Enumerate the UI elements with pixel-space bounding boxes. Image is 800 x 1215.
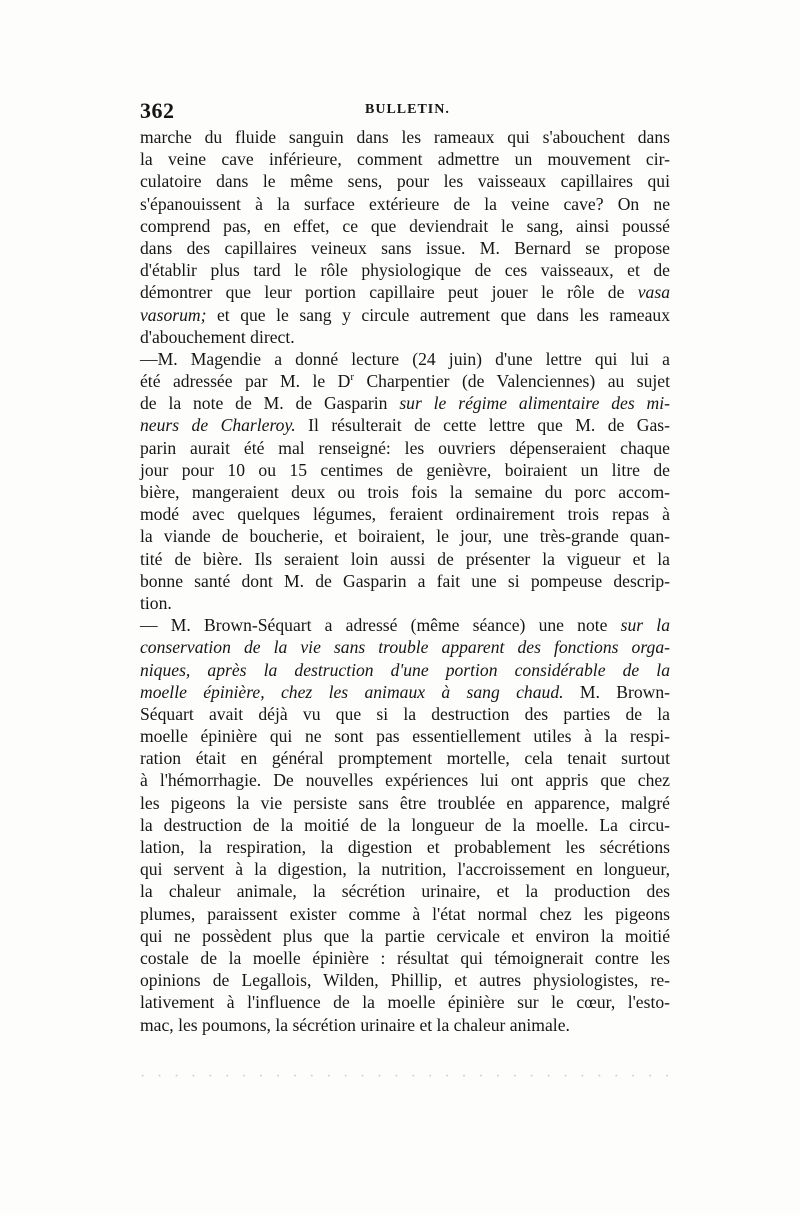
text-span: modé avec quelques légumes, feraient ordinairement trois repas à [140, 504, 670, 525]
text-span: la chaleur animale, la sécrétion urinaire, et la production des [140, 881, 670, 902]
text-span: la veine cave inférieure, comment admettre un mouvement cir- [140, 149, 670, 170]
text-span: qui ne possèdent plus que la partie cervicale et environ la moitié [140, 925, 670, 946]
text-line [140, 525, 670, 547]
text-span: Séquart avait déjà vu que si la destruction des parties de la [140, 703, 670, 724]
text-span: qui servent à la digestion, la nutrition, l'accroissement en longueur, [140, 859, 670, 880]
text-line [140, 947, 670, 969]
italic-text: conservation de la vie sans trouble apparent des fonctions orga- [140, 637, 670, 658]
body-text [140, 126, 670, 1036]
text-span: les pigeons la vie persiste sans être troublée en apparence, malgré [140, 792, 670, 813]
text-span: —M. Magendie a donné lecture (24 juin) d'une lettre qui lui a [140, 348, 670, 369]
text-line [140, 880, 670, 902]
page-number: 362 [140, 98, 175, 123]
text-line [140, 281, 670, 303]
text-line [140, 747, 670, 769]
text-line [140, 548, 670, 570]
text-span: comprend pas, en effet, ce que deviendrait le sang, ainsi poussé [140, 215, 670, 236]
text-line [140, 148, 670, 170]
text-span: opinions de Legallois, Wilden, Phillip, et autres physiologistes, re- [140, 970, 670, 991]
text-span: la viande de boucherie, et boiraient, le jour, une très-grande quan- [140, 526, 670, 547]
text-line [140, 858, 670, 880]
text-line [140, 614, 670, 636]
text-span: costale de la moelle épinière : résultat qui témoignerait contre les [140, 947, 670, 968]
italic-text: vasorum; [140, 304, 207, 325]
text-line [140, 814, 670, 836]
text-line [140, 636, 670, 658]
superscript: r [350, 371, 354, 384]
text-line [140, 170, 670, 192]
text-span: culatoire dans le même sens, pour les vaisseaux capillaires qui [140, 171, 670, 192]
text-line [140, 193, 670, 215]
text-span: et que le sang y circule autrement que dans les rameaux [206, 304, 670, 325]
text-span: la destruction de la moitié de la longueur de la moelle. La circu- [140, 814, 670, 835]
text-span: — M. Brown-Séquart a adressé (même séance) une note [140, 615, 621, 636]
text-span: mac, les poumons, la sécrétion urinaire et la chaleur animale. [140, 1014, 570, 1035]
text-span: ration était en général promptement mortelle, cela tenait surtout [140, 748, 670, 769]
text-span: lativement à l'influence de la moelle épinière sur le cœur, l'esto- [140, 992, 670, 1013]
text-line [140, 1014, 670, 1036]
text-line [140, 348, 670, 370]
text-line [140, 326, 670, 348]
italic-text: moelle épinière, chez les animaux à sang chaud. [140, 681, 564, 702]
text-line [140, 903, 670, 925]
text-span: démontrer que leur portion capillaire peut jouer le rôle de [140, 282, 638, 303]
italic-text: vasa [637, 282, 670, 303]
text-line [140, 215, 670, 237]
text-line [140, 925, 670, 947]
text-line [140, 969, 670, 991]
text-line [140, 725, 670, 747]
text-line [140, 370, 670, 392]
text-span: parin aurait été mal renseigné: les ouvriers dépenseraient chaque [140, 437, 670, 458]
text-span: d'établir plus tard le rôle physiologique de ces vaisseaux, et de [140, 260, 670, 281]
text-line [140, 503, 670, 525]
text-line [140, 991, 670, 1013]
text-line [140, 437, 670, 459]
text-line [140, 769, 670, 791]
text-span: s'épanouissent à la surface extérieure de la veine cave? On ne [140, 193, 670, 214]
text-span: dans des capillaires veineux sans issue. M. Bernard se propose [140, 237, 670, 258]
text-line [140, 259, 670, 281]
text-span: Charpentier (de Valenciennes) au sujet [353, 371, 670, 392]
text-span: moelle épinière qui ne sont pas essentiellement utiles à la respi- [140, 726, 670, 747]
text-line [140, 681, 670, 703]
text-line [140, 304, 670, 326]
page-header [140, 98, 670, 128]
text-line [140, 392, 670, 414]
text-span: tité de bière. Ils seraient loin aussi de présenter la vigueur et la [140, 548, 670, 569]
text-span: bière, mangeraient deux ou trois fois la semaine du porc accom- [140, 482, 670, 502]
text-line [140, 836, 670, 858]
text-span: jour pour 10 ou 15 centimes de genièvre, boiraient un litre de [140, 459, 670, 480]
text-line [140, 570, 670, 592]
italic-text: neurs de Charleroy. [140, 415, 296, 436]
italic-text: niques, après la destruction d'une portion considérable de la [140, 659, 670, 680]
text-line [140, 414, 670, 436]
text-span: Il résulterait de cette lettre que M. de Gas- [295, 415, 670, 436]
italic-text: sur le régime alimentaire des mi- [399, 393, 670, 414]
text-span: bonne santé dont M. de Gasparin a fait une si pompeuse descrip- [140, 570, 670, 591]
text-span: tion. [140, 592, 172, 613]
text-span: été adressée par M. le D [140, 371, 351, 392]
text-line [140, 792, 670, 814]
text-span: d'abouchement direct. [140, 326, 295, 347]
italic-text: sur la [620, 615, 670, 636]
text-line [140, 703, 670, 725]
text-line [140, 459, 670, 481]
text-line [140, 237, 670, 259]
text-span: à l'hémorrhagie. De nouvelles expériences lui ont appris que chez [140, 770, 670, 791]
text-line [140, 126, 670, 148]
bleed-through-text: · · · · · · · · · · · · · · · · · · · · · · · · · · · · · · · · [140, 1068, 670, 1085]
running-head: BULLETIN. [365, 102, 450, 117]
text-span: lation, la respiration, la digestion et probablement les sécrétions [140, 837, 670, 857]
text-line [140, 481, 670, 503]
text-span: plumes, paraissent exister comme à l'état normal chez les pigeons [140, 903, 670, 924]
text-line [140, 659, 670, 681]
text-span: M. Brown- [563, 681, 670, 702]
text-line [140, 592, 670, 614]
text-span: marche du fluide sanguin dans les rameaux qui s'abouchent dans [140, 127, 670, 147]
text-span: de la note de M. de Gasparin [140, 393, 400, 414]
